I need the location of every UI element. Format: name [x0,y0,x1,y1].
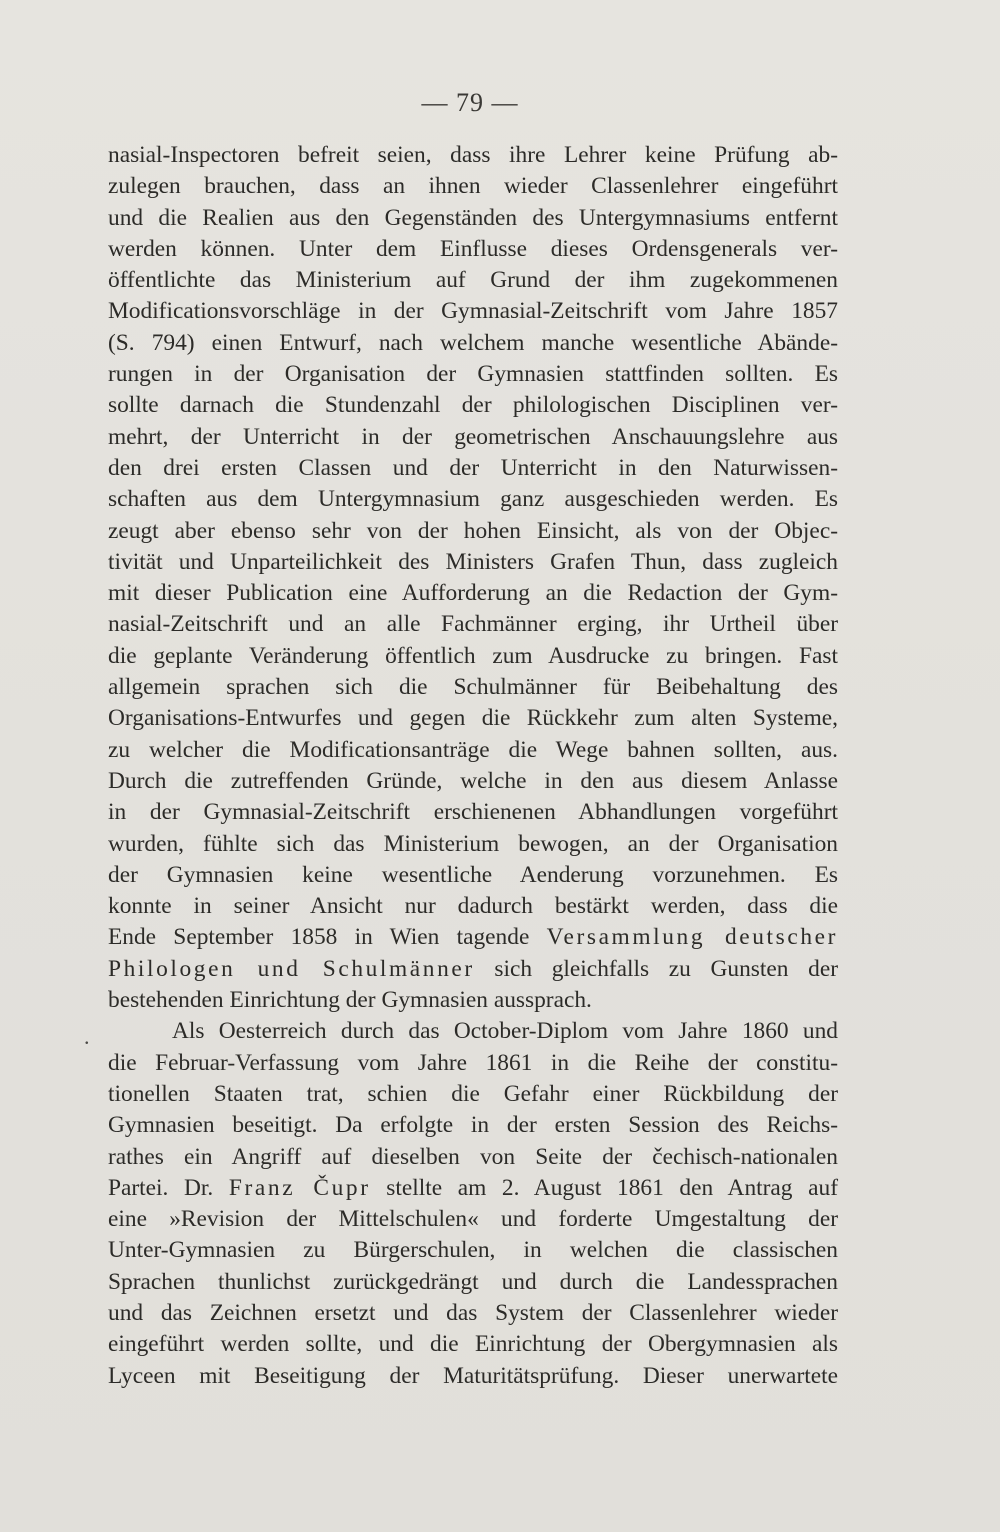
text-line: Organisations-Entwurfes und gegen die Rückkehr zum alten Systeme, [108,705,838,732]
text-line: sollte darnach die Stundenzahl der philologischen Disciplinen ver- [108,392,838,419]
paragraph-start-line: Als Oesterreich durch das October-Diplom vom Jahre 1860 und [172,1018,838,1045]
margin-mark: . [84,1024,90,1049]
text-line: mehrt, der Unterricht in der geometrischen Anschauungslehre aus [108,423,838,450]
text-line: tivität und Unparteilichkeit des Ministers Grafen Thun, dass zugleich [108,548,838,575]
text-line: rathes ein Angriff auf dieselben von Seite der čechisch-nationalen [108,1143,838,1170]
text-line: in der Gymnasial-Zeitschrift erschienenen Abhandlungen vorgeführt [108,799,838,826]
text-line: und die Realien aus den Gegenständen des Untergymnasiums entfernt [108,204,838,231]
text-line: eine »Revision der Mittelschulen« und forderte Umgestaltung der [108,1206,838,1233]
text-line: mit dieser Publication eine Aufforderung an die Redaction der Gym- [108,580,838,607]
text-line: die geplante Veränderung öffentlich zum Ausdrucke zu bringen. Fast [108,642,838,669]
text-line-spaced [108,954,838,985]
spaced-text: Philologen und Schulmänner [108,955,475,982]
text-line: eingeführt werden sollte, und die Einrichtung der Obergymnasien als [108,1331,838,1358]
text-line: die Februar-Verfassung vom Jahre 1861 in die Reihe der constitu- [108,1049,838,1076]
text-line: wurden, fühlte sich das Ministerium bewogen, an der Organisation [108,830,838,857]
page-number: — 79 — [421,88,519,117]
text-line: zeugt aber ebenso sehr von der hohen Einsicht, als von der Objec- [108,517,838,544]
spaced-text: Versammlung deutscher [546,924,838,951]
text-line: schaften aus dem Untergymnasium ganz ausgeschieden werden. Es [108,486,838,513]
text-fragment: sich gleichfalls zu Gunsten der [474,955,838,982]
text-line: werden können. Unter dem Einflusse dieses Ordensgenerals ver- [108,235,838,262]
text-line: zu welcher die Modificationsanträge die Wege bahnen sollten, aus. [108,736,838,763]
text-line: zulegen brauchen, dass an ihnen wieder Classenlehrer eingeführt [108,173,838,200]
text-line: öffentlichte das Ministerium auf Grund der ihm zugekommenen [108,267,838,294]
text-fragment: Ende September 1858 in Wien tagende [108,924,547,951]
text-line: Modificationsvorschläge in der Gymnasial-Zeitschrift vom Jahre 1857 [108,298,838,325]
text-fragment: Partei. Dr. [108,1174,229,1201]
text-line: bestehenden Einrichtung der Gymnasien aussprach. [108,987,592,1014]
text-line: Lyceen mit Beseitigung der Maturitätsprüfung. Dieser unerwartete [108,1362,838,1389]
text-line: der Gymnasien keine wesentliche Aenderung vorzunehmen. Es [108,861,838,888]
text-line: den drei ersten Classen und der Unterricht in den Naturwissen- [108,454,838,481]
text-line: tionellen Staaten trat, schien die Gefahr einer Rückbildung der [108,1080,838,1107]
text-line: und das Zeichnen ersetzt und das System der Classenlehrer wieder [108,1299,838,1326]
text-line: Durch die zutreffenden Gründe, welche in den aus diesem Anlasse [108,767,838,794]
text-line: rungen in der Organisation der Gymnasien stattfinden sollten. Es [108,361,838,388]
text-line: nasial-Zeitschrift und an alle Fachmänner erging, ihr Urtheil über [108,611,838,638]
text-line-spaced [108,1173,838,1204]
text-line: Unter-Gymnasien zu Bürgerschulen, in welchen die classischen [108,1237,838,1264]
body-text [108,140,838,1392]
text-line: allgemein sprachen sich die Schulmänner für Beibehaltung des [108,674,838,701]
text-line: konnte in seiner Ansicht nur dadurch bestärkt werden, dass die [108,893,838,920]
text-line: Gymnasien beseitigt. Da erfolgte in der ersten Session des Reichs- [108,1112,838,1139]
text-line: nasial-Inspectoren befreit seien, dass ihre Lehrer keine Prüfung ab- [108,142,838,168]
text-line: (S. 794) einen Entwurf, nach welchem manche wesentliche Abände- [108,329,838,356]
spaced-text: Franz Čupr [228,1174,371,1201]
text-line-spaced [108,922,838,953]
text-fragment: stellte am 2. August 1861 den Antrag auf [370,1174,838,1201]
text-line: Sprachen thunlichst zurückgedrängt und durch die Landessprachen [108,1268,838,1295]
